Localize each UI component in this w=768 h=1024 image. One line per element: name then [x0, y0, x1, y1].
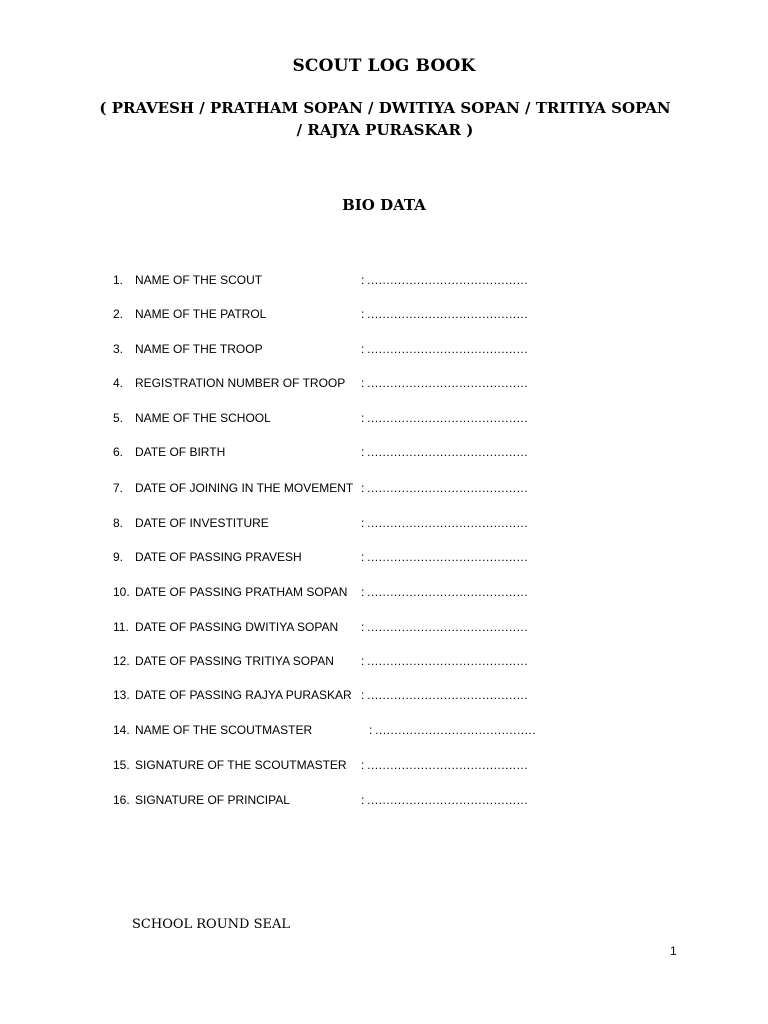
field-blank: : …………………………………… [361, 688, 528, 702]
field-label: NAME OF THE SCOUTMASTER [135, 723, 313, 737]
field-number: 3. [113, 342, 124, 356]
field-number: 13. [113, 688, 130, 702]
field-label: DATE OF PASSING RAJYA PURASKAR [135, 688, 352, 702]
field-blank: : …………………………………… [361, 758, 528, 772]
field-blank: : …………………………………… [361, 342, 528, 356]
field-row-date-of-joining [0, 481, 768, 501]
field-number: 6. [113, 445, 124, 459]
field-label: SIGNATURE OF PRINCIPAL [135, 793, 290, 807]
field-blank: : …………………………………… [361, 273, 528, 287]
field-blank: : …………………………………… [361, 445, 528, 459]
field-number: 10. [113, 585, 130, 599]
field-row-name-of-scout [0, 273, 768, 293]
field-label: DATE OF PASSING PRATHAM SOPAN [135, 585, 348, 599]
field-number: 15. [113, 758, 130, 772]
field-row-name-of-patrol [0, 307, 768, 327]
field-row-date-of-investiture [0, 516, 768, 536]
field-row-name-of-troop [0, 342, 768, 362]
field-blank: : …………………………………… [361, 550, 528, 564]
school-seal-label: SCHOOL ROUND SEAL [132, 917, 291, 932]
field-label: NAME OF THE SCHOOL [135, 411, 271, 425]
field-label: NAME OF THE PATROL [135, 307, 267, 321]
field-row-passing-pravesh [0, 550, 768, 570]
field-number: 1. [113, 273, 124, 287]
field-number: 9. [113, 550, 124, 564]
field-row-passing-pratham-sopan [0, 585, 768, 605]
field-row-date-of-birth [0, 445, 768, 465]
field-number: 14. [113, 723, 130, 737]
field-label: DATE OF PASSING PRAVESH [135, 550, 302, 564]
page-number: 1 [670, 944, 677, 958]
document-subtitle [90, 97, 680, 141]
field-number: 11. [113, 620, 129, 634]
subtitle-line-1: ( PRAVESH / PRATHAM SOPAN / DWITIYA SOPAN / TRITIYA SOPAN [99, 99, 671, 117]
field-blank: : …………………………………… [361, 654, 528, 668]
field-row-signature-of-scoutmaster [0, 758, 768, 778]
field-label: DATE OF INVESTITURE [135, 516, 269, 530]
field-blank: : …………………………………… [361, 411, 528, 425]
field-label: SIGNATURE OF THE SCOUTMASTER [135, 758, 347, 772]
field-label: DATE OF PASSING TRITIYA SOPAN [135, 654, 334, 668]
field-number: 16. [113, 793, 130, 807]
field-blank: : …………………………………… [361, 620, 528, 634]
field-blank: : …………………………………… [369, 723, 536, 737]
field-row-name-of-scoutmaster [0, 723, 768, 743]
document-title: SCOUT LOG BOOK [292, 56, 476, 76]
field-label: DATE OF PASSING DWITIYA SOPAN [135, 620, 339, 634]
field-row-registration-number [0, 376, 768, 396]
field-number: 8. [113, 516, 124, 530]
subtitle-line-2: / RAJYA PURASKAR ) [296, 121, 474, 139]
field-number: 5. [113, 411, 124, 425]
field-row-passing-rajya-puraskar [0, 688, 768, 708]
field-blank: : …………………………………… [361, 376, 528, 390]
field-blank: : …………………………………… [361, 585, 528, 599]
field-label: NAME OF THE TROOP [135, 342, 263, 356]
field-blank: : …………………………………… [361, 307, 528, 321]
field-row-name-of-school [0, 411, 768, 431]
field-number: 7. [113, 481, 124, 495]
field-label: DATE OF JOINING IN THE MOVEMENT [135, 481, 354, 495]
field-row-signature-of-principal [0, 793, 768, 813]
field-blank: : …………………………………… [361, 793, 528, 807]
field-label: NAME OF THE SCOUT [135, 273, 263, 287]
field-row-passing-tritiya-sopan [0, 654, 768, 674]
section-title-bio-data: BIO DATA [342, 196, 426, 214]
field-label: REGISTRATION NUMBER OF TROOP [135, 376, 346, 390]
field-number: 4. [113, 376, 124, 390]
field-blank: : …………………………………… [361, 481, 528, 495]
field-number: 2. [113, 307, 124, 321]
field-label: DATE OF BIRTH [135, 445, 226, 459]
field-number: 12. [113, 654, 130, 668]
field-row-passing-dwitiya-sopan [0, 620, 768, 640]
field-blank: : …………………………………… [361, 516, 528, 530]
